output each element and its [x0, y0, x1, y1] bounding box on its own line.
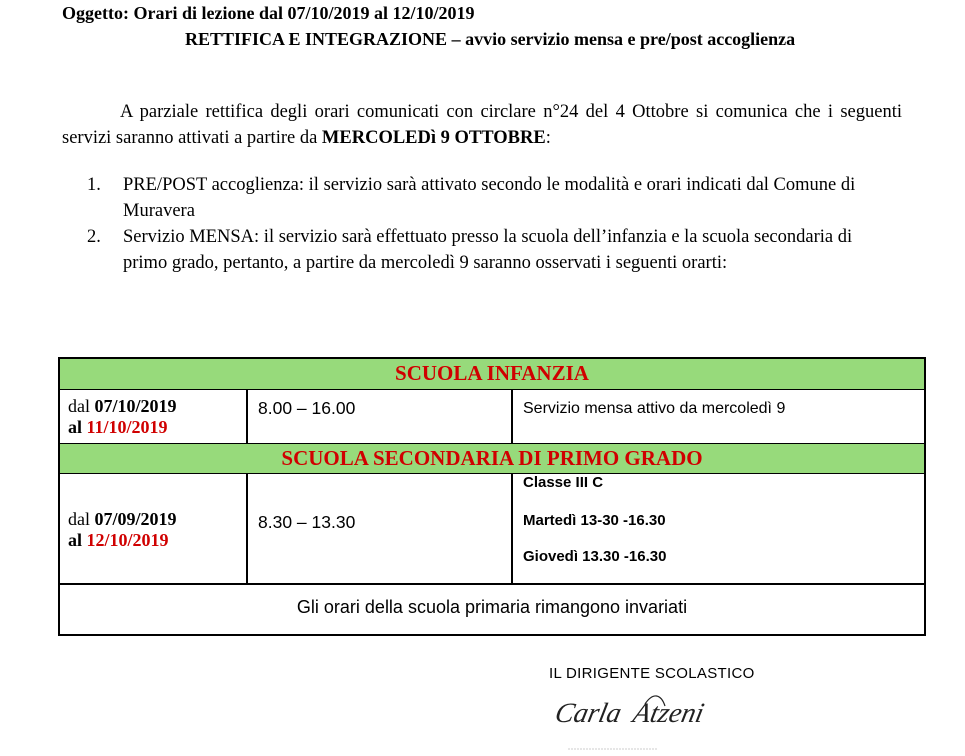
- list-item: [87, 172, 887, 224]
- dal-date: 07/10/2019: [94, 396, 177, 416]
- signature-graphic: [553, 688, 753, 738]
- section-header-infanzia: SCUOLA INFANZIA: [60, 359, 924, 390]
- time-cell: [248, 390, 513, 443]
- table-row: [60, 390, 924, 443]
- al-date: 11/10/2019: [86, 417, 168, 437]
- services-list: [87, 172, 887, 276]
- class-schedule-cell: [513, 474, 924, 583]
- al-label: al: [68, 417, 83, 437]
- table-row: [60, 474, 924, 585]
- signature-underline: [568, 738, 658, 742]
- note-text: Servizio mensa attivo da mercoledì 9: [523, 400, 786, 417]
- list-number: 1.: [87, 175, 101, 195]
- intro-paragraph: [62, 99, 902, 151]
- list-text: PRE/POST accoglienza: il servizio sarà attivato secondo le modalità e orari indicati dal Comune di Muravera: [123, 175, 856, 221]
- subject-subtitle: RETTIFICA E INTEGRAZIONE – avvio servizio mensa e pre/post accoglienza: [185, 29, 796, 49]
- list-item: [87, 224, 887, 276]
- dal-label: dal: [68, 509, 90, 529]
- dal-date: 07/09/2019: [94, 509, 177, 529]
- svg-text:Atzeni: Atzeni: [630, 698, 707, 729]
- class-label: Classe III C: [523, 474, 604, 491]
- date-range-cell: [60, 390, 248, 443]
- intro-date-bold: MERCOLEDì 9 OTTOBRE: [321, 128, 546, 148]
- subject-line: Oggetto: Orari di lezione dal 07/10/2019 al 12/10/2019: [62, 3, 475, 23]
- time-cell: [248, 474, 513, 583]
- time-value: 8.30 – 13.30: [258, 512, 356, 532]
- dal-label: dal: [68, 396, 90, 416]
- list-text: Servizio MENSA: il servizio sarà effettuato presso la scuola dell’infanzia e la scuola secondaria di primo grado, pertanto, a partire da mercoledì 9 saranno osservati i seguenti orarti:: [123, 227, 853, 273]
- class-day-1: Martedì 13-30 -16.30: [523, 512, 666, 529]
- date-range-cell: [60, 474, 248, 583]
- al-label: al: [68, 530, 83, 550]
- intro-end: :: [545, 128, 551, 148]
- signature-title: IL DIRIGENTE SCOLASTICO: [549, 665, 755, 682]
- footer-note: Gli orari della scuola primaria rimangono invariati: [296, 597, 688, 617]
- handwritten-signature: [553, 688, 753, 738]
- class-day-2: Giovedì 13.30 -16.30: [523, 548, 667, 565]
- note-cell: [513, 390, 924, 443]
- schedule-table: [58, 357, 926, 636]
- table-footer-row: [60, 585, 924, 634]
- svg-text:Carla: Carla: [553, 698, 625, 729]
- section-header-secondaria: SCUOLA SECONDARIA DI PRIMO GRADO: [60, 443, 924, 474]
- intro-text: A parziale rettifica degli orari comunicati con circlare n°24 del 4 Ottobre si comunica che i seguenti servizi saranno attivati a partire da: [62, 102, 902, 148]
- time-value: 8.00 – 16.00: [258, 398, 356, 418]
- al-date: 12/10/2019: [86, 530, 169, 550]
- list-number: 2.: [87, 227, 101, 247]
